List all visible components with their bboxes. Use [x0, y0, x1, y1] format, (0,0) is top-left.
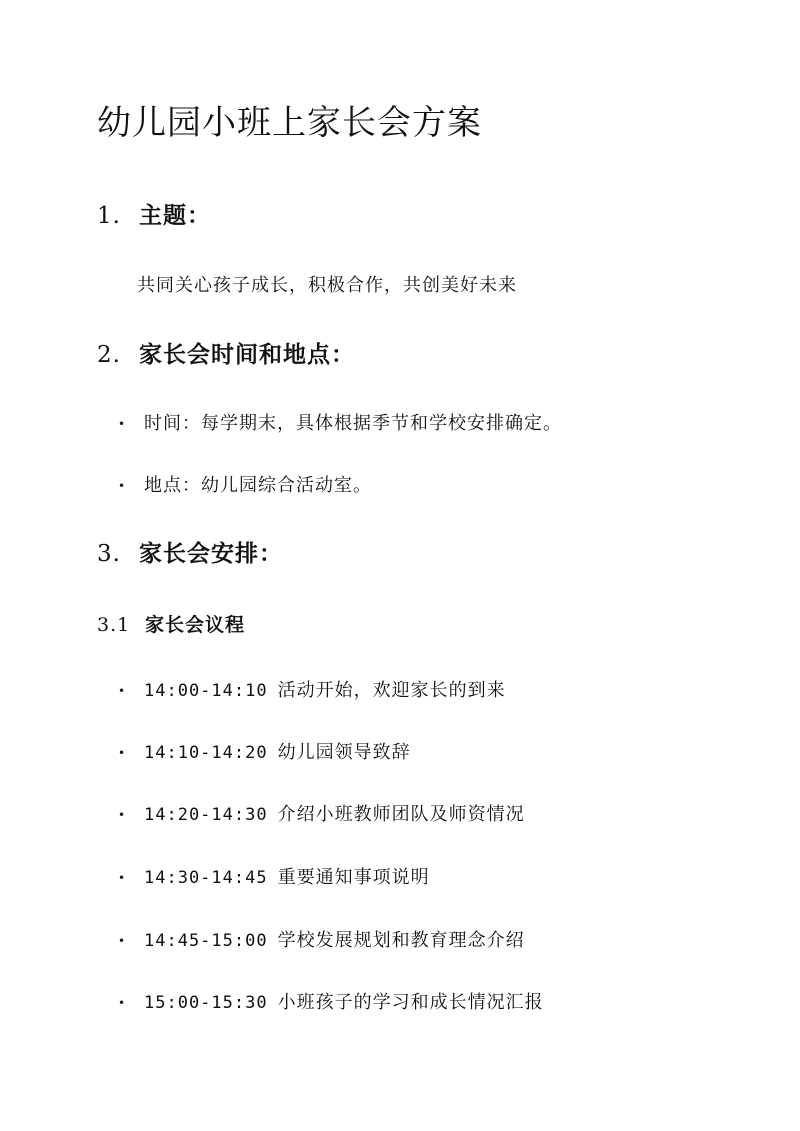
- section-number: 3.: [97, 541, 121, 567]
- subsection-number: 3.1: [97, 614, 131, 636]
- subsection-heading: [97, 610, 245, 637]
- list-item-text: 时间：每学期末，具体根据季节和学校安排确定。: [144, 413, 562, 434]
- agenda-time: 14:00-14:10: [144, 681, 268, 701]
- bullet-icon: •: [118, 871, 127, 885]
- agenda-item: [118, 988, 544, 1014]
- section-2-heading: [97, 336, 355, 369]
- section-title: 家长会时间和地点：: [139, 341, 355, 368]
- bullet-icon: •: [118, 996, 127, 1010]
- section-3-heading: [97, 535, 283, 568]
- section-1-paragraph: 共同关心孩子成长，积极合作，共创美好未来: [137, 275, 517, 296]
- agenda-text: 活动开始，欢迎家长的到来: [277, 680, 506, 701]
- agenda-item: [118, 863, 430, 889]
- list-item: [118, 471, 372, 497]
- bullet-icon: •: [118, 479, 127, 493]
- agenda-time: 14:20-14:30: [144, 805, 268, 825]
- list-item: [118, 409, 562, 435]
- section-number: 2.: [97, 342, 121, 368]
- agenda-text: 重要通知事项说明: [277, 867, 430, 888]
- bullet-icon: •: [118, 934, 127, 948]
- agenda-item: [118, 926, 525, 952]
- bullet-icon: •: [118, 746, 127, 760]
- agenda-time: 15:00-15:30: [144, 993, 268, 1013]
- agenda-text: 学校发展规划和教育理念介绍: [277, 930, 525, 951]
- section-title: 家长会安排：: [139, 540, 283, 567]
- agenda-time: 14:45-15:00: [144, 931, 268, 951]
- section-1-heading: [97, 197, 211, 230]
- agenda-item: [118, 800, 525, 826]
- agenda-time: 14:30-14:45: [144, 868, 268, 888]
- agenda-text: 介绍小班教师团队及师资情况: [277, 804, 525, 825]
- document-title: 幼儿园小班上家长会方案: [97, 103, 482, 143]
- agenda-item: [118, 676, 506, 702]
- bullet-icon: •: [118, 684, 127, 698]
- section-title: 主题：: [139, 202, 211, 229]
- subsection-title: 家长会议程: [145, 614, 246, 636]
- section-number: 1.: [97, 203, 121, 229]
- agenda-time: 14:10-14:20: [144, 743, 268, 763]
- agenda-item: [118, 738, 411, 764]
- agenda-text: 小班孩子的学习和成长情况汇报: [277, 992, 544, 1013]
- bullet-icon: •: [118, 417, 127, 431]
- agenda-text: 幼儿园领导致辞: [277, 742, 411, 763]
- bullet-icon: •: [118, 808, 127, 822]
- list-item-text: 地点：幼儿园综合活动室。: [144, 475, 372, 496]
